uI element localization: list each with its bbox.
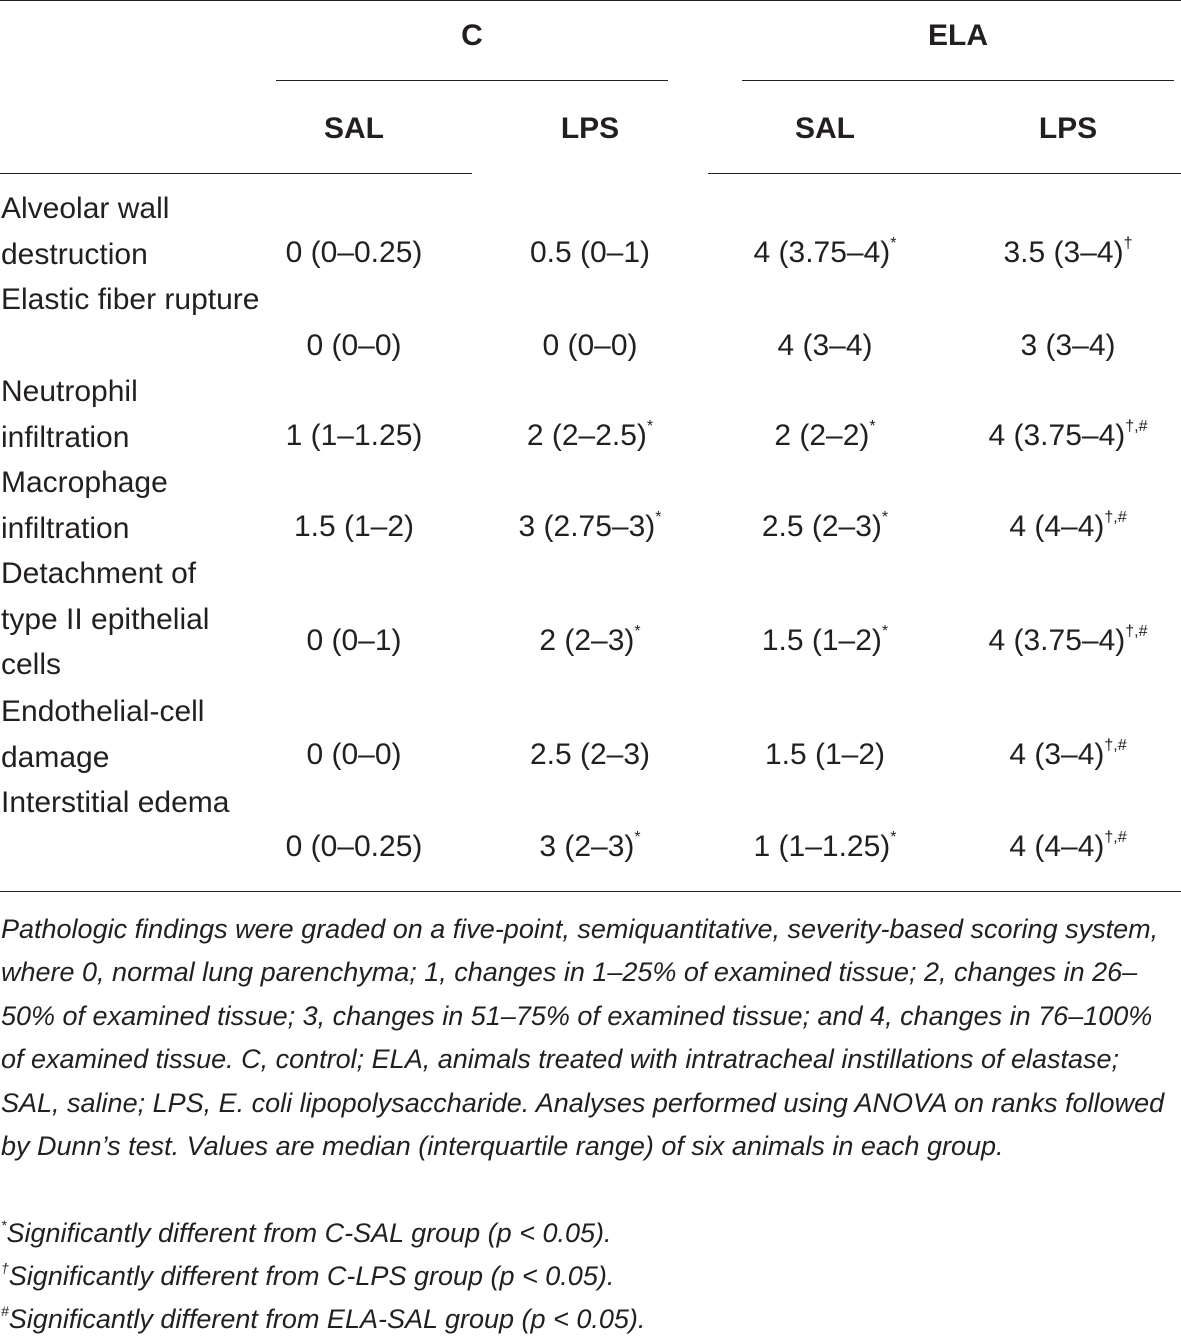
row-label: Interstitial edema — [1, 786, 230, 819]
table-cell: 1 (1–1.25) — [285, 419, 423, 452]
row-label: Detachment of type II epithelial cells — [1, 557, 210, 681]
significance-mark: †,# — [1104, 829, 1127, 846]
table-cell: 3 (2.75–3)* — [518, 509, 662, 543]
table-cell: 2 (2–2)* — [774, 418, 876, 452]
table-cell: 4 (3–4)†,# — [1009, 737, 1127, 771]
table-cell: 4 (4–4)†,# — [1009, 509, 1127, 543]
table-cell: 2 (2–3)* — [539, 623, 641, 657]
footnote-mark: † — [1, 1260, 9, 1276]
header-rule-left — [0, 173, 472, 174]
table-cell: 0 (0–0) — [306, 738, 402, 771]
significance-mark: †,# — [1125, 623, 1148, 640]
group-rule-ela — [742, 80, 1174, 81]
table-cell: 1.5 (1–2) — [293, 510, 415, 543]
table-cell: 2 (2–2.5)* — [526, 418, 654, 452]
table-cell: 2.5 (2–3) — [529, 738, 651, 771]
group-rule-c — [276, 80, 668, 81]
footnote-mark: # — [1, 1303, 9, 1319]
table-notes: Pathologic findings were graded on a five-point, semiquantitative, severity-based scoring system, where 0, normal lung parenchyma; 1, changes in 1–25% of examined tissue; 2, changes in 26–50% of examined tissue; 3, changes in 51–75% of examined tissue; and 4, changes in 76–100% of examined tissue. C, control; ELA, animals treated with intratracheal instillations of elastase; SAL, saline; LPS, E. coli lipopolysaccharide. Analyses performed using ANOVA on ranks followed by Dunn’s test. Values are median (interquartile range) of six animals in each group. — [1, 914, 1165, 1162]
table-cell: 4 (4–4)†,# — [1009, 829, 1127, 863]
table-cell: 4 (3.75–4)†,# — [988, 623, 1148, 657]
table-cell: 3 (2–3)* — [539, 829, 641, 863]
footnote-c-sal: *Significantly different from C-SAL group (p < 0.05). — [1, 1217, 612, 1248]
significance-mark: * — [890, 235, 897, 252]
significance-mark: * — [646, 418, 654, 435]
significance-mark: * — [634, 623, 641, 640]
table-top-rule — [0, 0, 1181, 1]
significance-mark: †,# — [1104, 737, 1127, 754]
subheader-ela-sal: SAL — [795, 112, 855, 145]
significance-mark: †,# — [1104, 509, 1127, 526]
group-header-c: C — [461, 19, 483, 52]
footnote-mark: * — [1, 1217, 7, 1233]
table-cell: 3.5 (3–4)† — [1003, 235, 1133, 269]
table-cell: 0 (0–0) — [306, 329, 402, 362]
significance-mark: * — [869, 418, 876, 435]
table-cell: 1.5 (1–2) — [764, 738, 886, 771]
table-cell: 4 (3.75–4)* — [753, 235, 897, 269]
row-label: Neutrophil infiltration — [1, 375, 138, 454]
table-cell: 0 (0–1) — [306, 624, 402, 657]
footnote-c-lps: †Significantly different from C-LPS group (p < 0.05). — [1, 1260, 615, 1291]
table-cell: 3 (3–4) — [1020, 329, 1116, 362]
subheader-c-lps: LPS — [560, 112, 620, 145]
subheader-c-sal: SAL — [324, 112, 384, 145]
table-bottom-rule — [0, 891, 1181, 892]
table-cell: 4 (3.75–4)†,# — [988, 418, 1148, 452]
table-cell: 0 (0–0) — [542, 329, 638, 362]
significance-mark: † — [1123, 235, 1133, 252]
table-cell: 0.5 (0–1) — [529, 236, 651, 269]
table-cell: 0 (0–0.25) — [285, 236, 423, 269]
significance-mark: * — [634, 829, 641, 846]
table-cell: 2.5 (2–3)* — [761, 509, 889, 543]
row-label: Macrophage infiltration — [1, 466, 168, 545]
significance-mark: * — [655, 509, 662, 526]
row-label: Endothelial-cell damage — [1, 695, 205, 774]
table-cell: 0 (0–0.25) — [285, 830, 423, 863]
significance-mark: †,# — [1125, 418, 1148, 435]
significance-mark: * — [890, 829, 897, 846]
table-cell: 4 (3–4) — [777, 329, 873, 362]
table-cell: 1 (1–1.25)* — [753, 829, 897, 863]
row-label: Elastic fiber rupture — [1, 283, 260, 316]
header-rule-right — [708, 173, 1181, 174]
group-header-ela: ELA — [928, 19, 988, 52]
table-cell: 1.5 (1–2)* — [761, 623, 889, 657]
significance-mark: * — [881, 623, 889, 640]
subheader-ela-lps: LPS — [1038, 112, 1098, 145]
significance-mark: * — [881, 509, 889, 526]
footnote-ela-sal: #Significantly different from ELA-SAL group (p < 0.05). — [1, 1303, 646, 1334]
row-label: Alveolar wall destruction — [1, 192, 170, 271]
